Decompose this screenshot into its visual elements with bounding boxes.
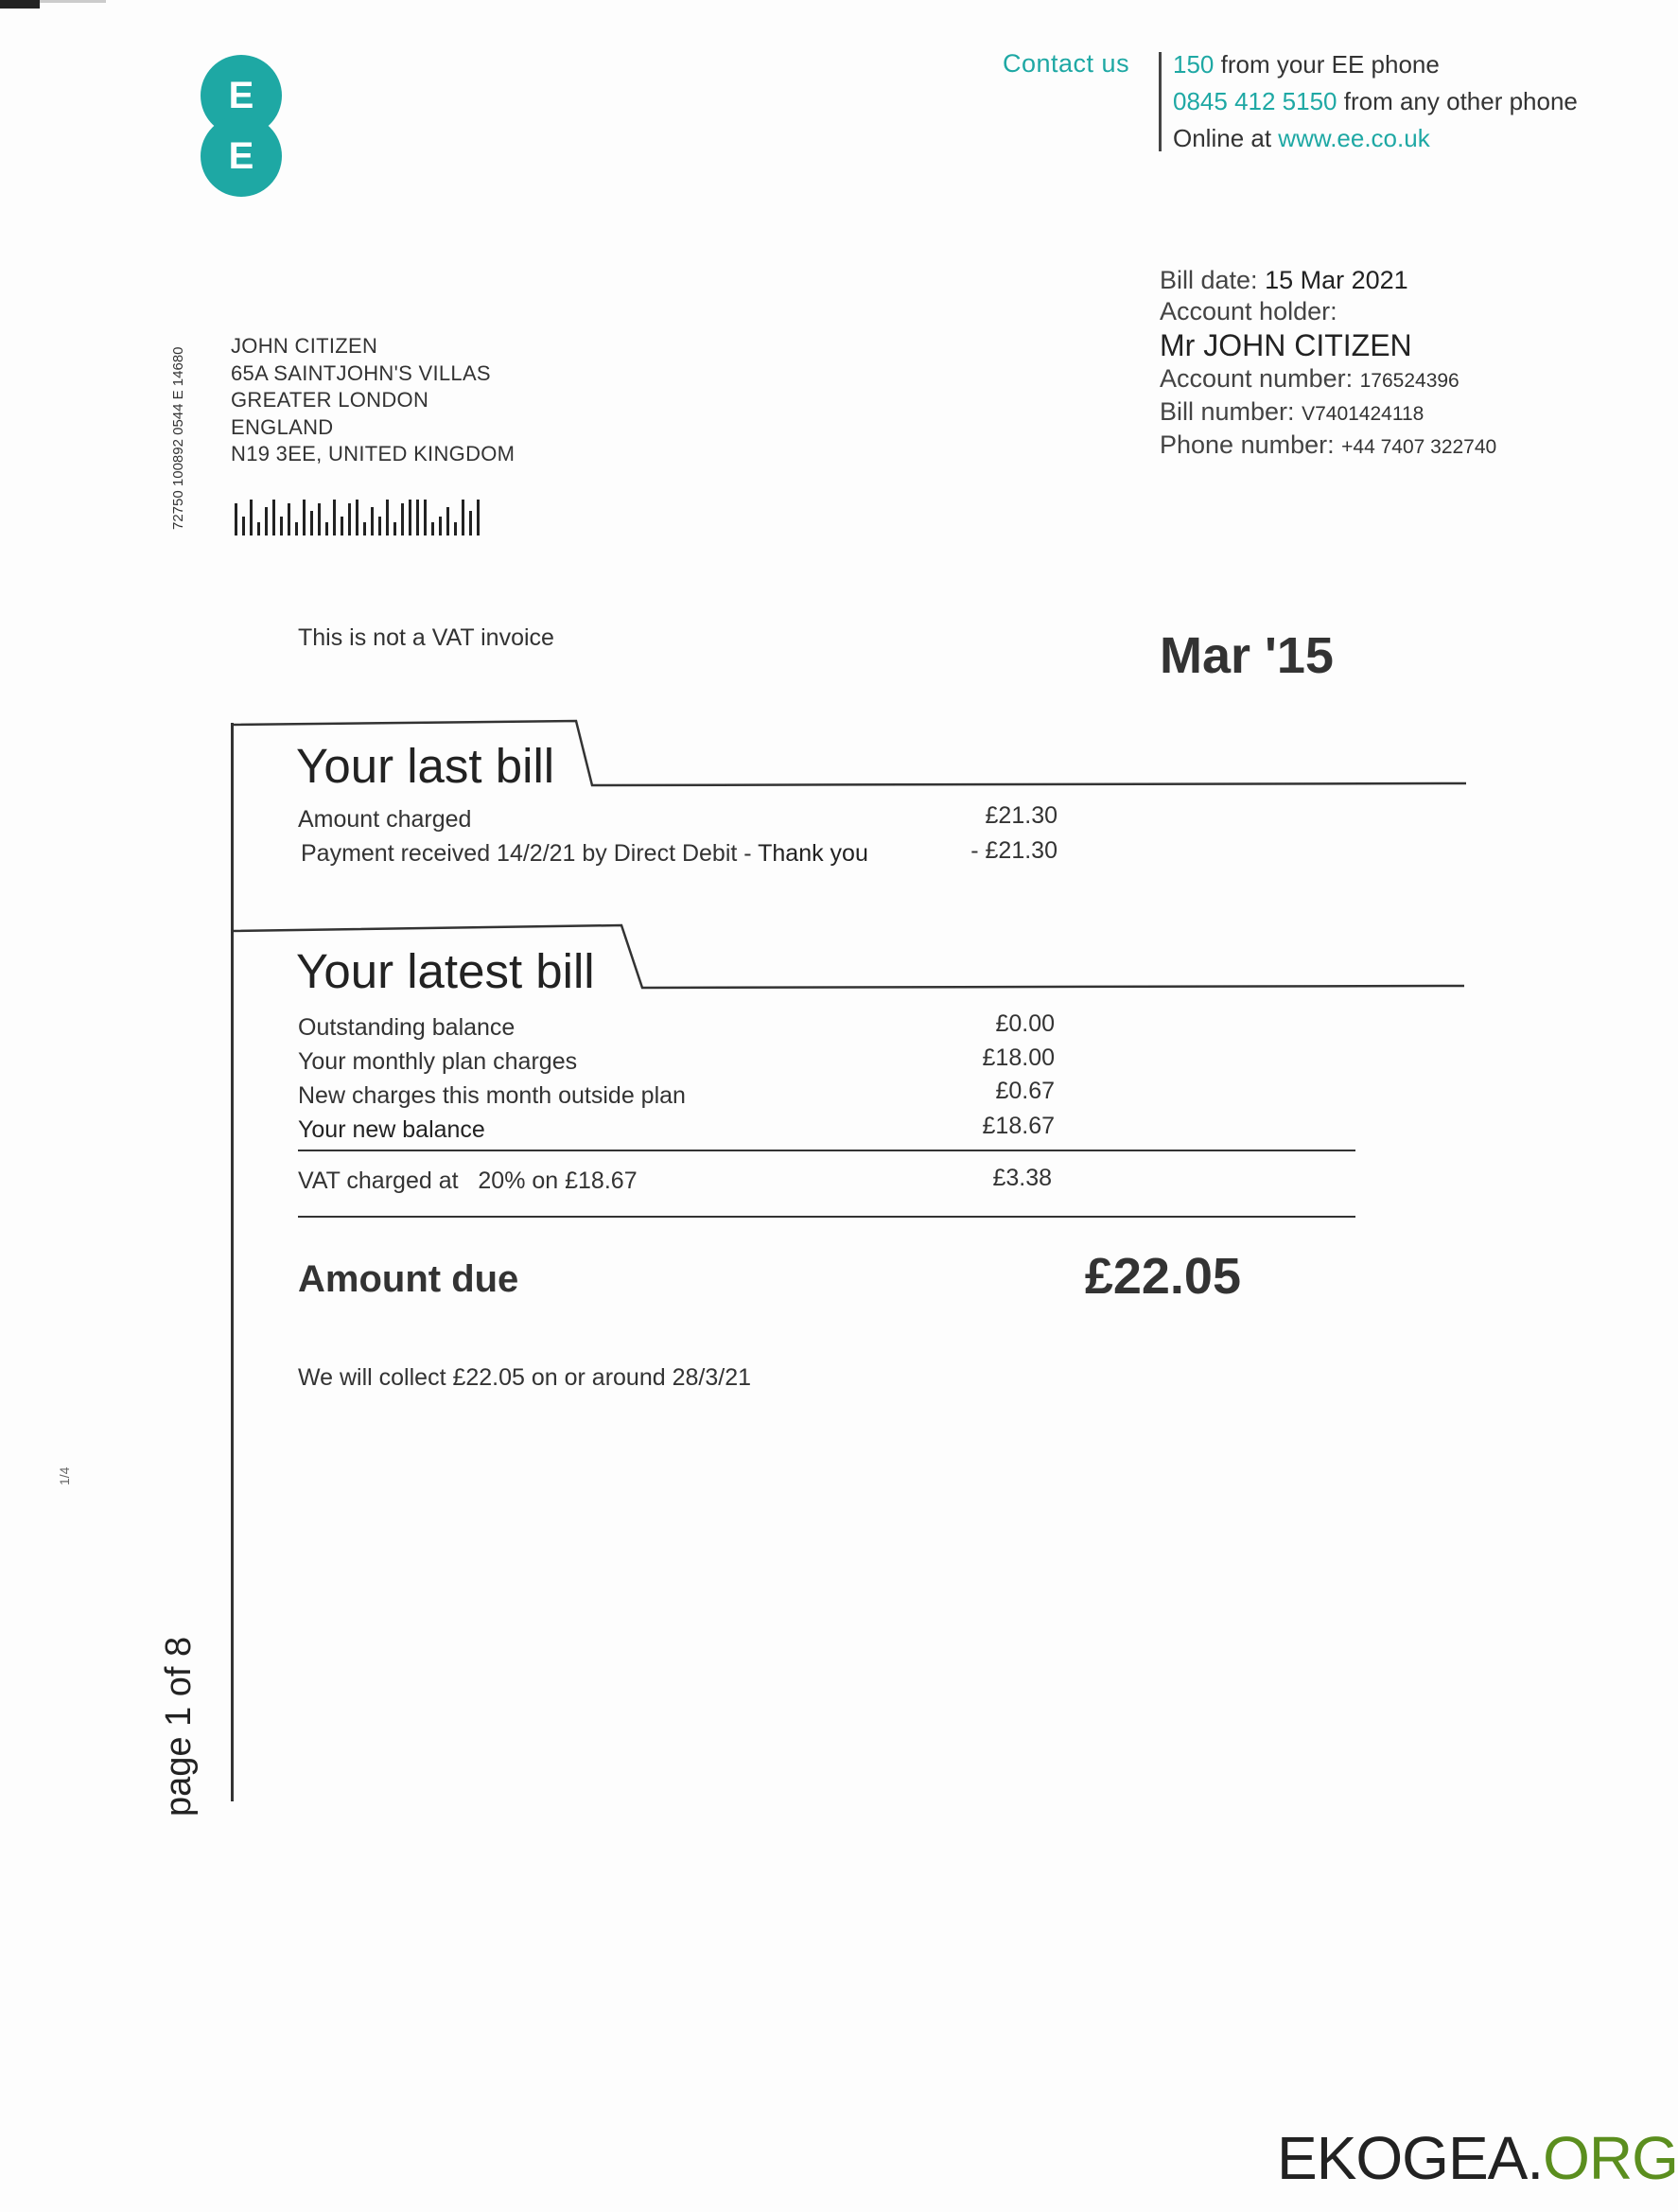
address-line: ENGLAND	[231, 414, 334, 439]
bill-number-row	[1160, 396, 1496, 430]
logo-dot-top: E	[201, 55, 282, 136]
page-number: page 1 of 8	[159, 1636, 199, 1817]
watermark	[1277, 2123, 1678, 2193]
amount-due-value: £22.05	[1084, 1248, 1241, 1305]
section-left-border	[231, 723, 234, 1801]
address-line: N19 3EE, UNITED KINGDOM	[231, 442, 516, 465]
account-holder-label: Account holder:	[1160, 297, 1337, 325]
payment-received-value: - £21.30	[970, 837, 1057, 864]
account-number-value: 176524396	[1359, 370, 1460, 392]
amount-charged-label: Amount charged	[298, 806, 472, 833]
mailing-reference-code: 72750 100892 0544 E 14680	[170, 346, 186, 530]
bill-row-value: £0.67	[995, 1078, 1055, 1104]
account-holder-name: Mr JOHN CITIZEN	[1160, 328, 1412, 362]
contact-line-other-phone	[1173, 83, 1578, 120]
bill-number-value: V7401424118	[1302, 403, 1425, 425]
new-balance-value: £18.67	[982, 1113, 1055, 1139]
bill-row-label: Outstanding balance	[298, 1014, 516, 1041]
divider	[298, 1216, 1355, 1218]
contact-line-ee-phone	[1173, 46, 1578, 83]
phone-number-row	[1160, 430, 1496, 463]
phone-number-value: +44 7407 322740	[1341, 436, 1497, 458]
contact-details	[1173, 46, 1578, 157]
contact-line-text: from your EE phone	[1214, 50, 1440, 79]
watermark-main: EKOGEA.	[1277, 2124, 1544, 2192]
bill-period: Mar '15	[1160, 627, 1334, 684]
divider	[298, 1150, 1355, 1151]
bill-row-label: New charges this month outside plan	[298, 1082, 686, 1109]
bill-date-value: 15 Mar 2021	[1265, 266, 1408, 294]
address-line: 65A SAINTJOHN'S VILLAS	[231, 360, 491, 385]
contact-line-online	[1173, 120, 1578, 157]
amount-charged-value: £21.30	[985, 802, 1057, 829]
ee-logo	[201, 55, 286, 197]
contact-line-text: from any other phone	[1337, 87, 1578, 115]
collection-note: We will collect £22.05 on or around 28/3/21	[298, 1364, 752, 1391]
bill-date-label: Bill date:	[1160, 266, 1258, 294]
vat-value: £3.38	[992, 1165, 1052, 1191]
address-line: GREATER LONDON	[231, 388, 429, 412]
payment-received-row	[301, 840, 868, 868]
account-info	[1160, 265, 1496, 463]
scan-edge-mark	[0, 0, 40, 9]
contact-label: Contact us	[1003, 49, 1130, 78]
other-phone-number: 0845 412 5150	[1173, 87, 1337, 115]
scan-edge-mark	[40, 0, 106, 3]
new-balance-label: Your new balance	[298, 1116, 485, 1143]
bill-row-value: £18.00	[982, 1045, 1055, 1071]
ee-short-number: 150	[1173, 50, 1215, 79]
contact-line-text: Online at	[1173, 124, 1279, 152]
contact-divider	[1159, 52, 1162, 151]
not-vat-invoice-note: This is not a VAT invoice	[298, 624, 554, 651]
bill-row-label: Your monthly plan charges	[298, 1048, 578, 1075]
bill-row-value: £0.00	[995, 1010, 1055, 1037]
last-bill-title: Your last bill	[296, 739, 555, 793]
vat-row	[298, 1167, 638, 1195]
payment-received-label: Payment received 14/2/21 by Direct Debit -	[301, 840, 759, 867]
fold-mark: 1/4	[57, 1466, 72, 1485]
website-link[interactable]: www.ee.co.uk	[1278, 124, 1430, 152]
vat-label: VAT charged at	[298, 1167, 459, 1194]
latest-bill-title: Your latest bill	[296, 944, 595, 998]
amount-due-label: Amount due	[298, 1258, 519, 1300]
postal-barcode	[235, 500, 480, 535]
postal-address	[231, 333, 515, 468]
bill-date-row	[1160, 265, 1496, 296]
thank-you-text: Thank you	[758, 840, 868, 867]
account-number-row	[1160, 363, 1496, 396]
logo-dot-bottom: E	[201, 115, 282, 197]
account-number-label: Account number:	[1160, 364, 1354, 393]
watermark-accent: ORG	[1543, 2124, 1678, 2192]
phone-number-label: Phone number:	[1160, 430, 1335, 459]
address-line: JOHN CITIZEN	[231, 334, 378, 358]
vat-detail: 20% on £18.67	[478, 1167, 638, 1194]
bill-number-label: Bill number:	[1160, 397, 1295, 426]
